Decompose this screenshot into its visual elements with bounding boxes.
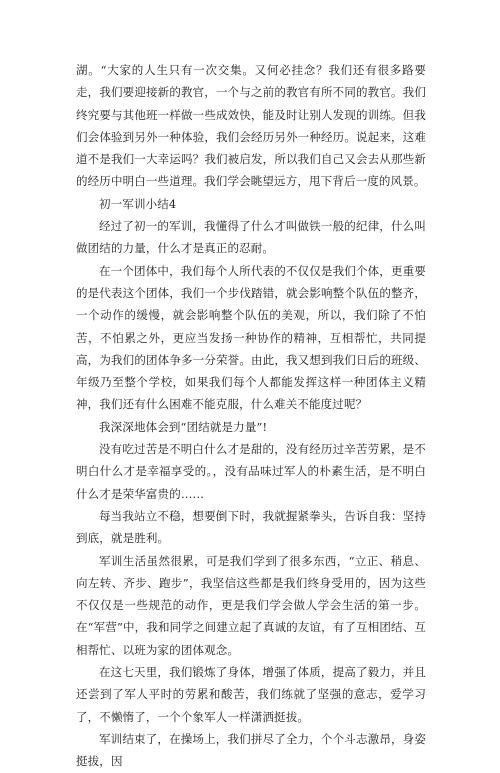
paragraph: 湖。“大家的人生只有一次交集。又何必挂念？我们还有很多路要走，我们要迎接新的教官，一个与之前的教官有所不同的教官。我们终究要与其他班一样做一些成效快，能及时让别人发现的训练。但我们会体验到另外一种体验，我们会经历另外一种经历。说起来，这难道不是我们一大幸运吗？我们被启发，所以我们自己又会去从那些新的经历中明白一些道理。我们学会眺望远方，甩下背后一度的风景。 <box>76 63 426 189</box>
paragraph: 军训结束了，在操场上，我们拼尽了全力，个个斗志激昂，身姿挺拔，因 <box>76 731 426 769</box>
section-heading: 初一军训小结4 <box>99 196 177 211</box>
paragraph: 在一个团体中，我们每个人所代表的不仅仅是我们个体，更重要的是代表这个团体，我们一个步伐踏错，就会影响整个队伍的整齐，一个动作的缓慢，就会影响整个队伍的美观，所以，我们除了不怕苦，不怕累之外，更应当发扬一种协作的精神，互相帮忙，共同提高，为我们的团体争多一分荣誉。由此，我又想到我们日后的班级、年级乃至整个学校，如果我们每个人都能发挥这样一种团体主义精神，我们还有什么困难不能克服，什么难关不能度过呢？ <box>76 263 426 412</box>
paragraph: 在这七天里，我们锻炼了身体，增强了体质，提高了毅力，并且还尝到了军人平时的劳累和酸苦，我们练就了坚强的意志，爱学习了，不懒惰了，一个个象军人一样潇洒挺拔。 <box>76 665 426 724</box>
paragraph: 每当我站立不稳，想要倒下时，我就握紧拳头，告诉自我：坚持到底，就是胜利。 <box>76 508 426 546</box>
paragraph: 经过了初一的军训，我懂得了什么才叫做铁一般的纪律，什么叫做团结的力量，什么才是真正的忍耐。 <box>76 219 426 256</box>
document-body <box>76 59 426 773</box>
paragraph: 军训生活虽然很累，可是我们学到了很多东西，“立正、稍息、向左转、齐步、跑步”，我坚信这些都是我们终身受用的，因为这些不仅仅是一些规范的动作，更是我们学会做人学会生活的第一步。在“军营”中，我和同学之间建立起了真诚的友谊，有了互相团结、互相帮忙、以班为家的团体观念。 <box>76 553 426 657</box>
paragraph: 没有吃过苦是不明白什么才是甜的，没有经历过辛苦劳累，是不明白什么才是幸福享受的。，没有品味过军人的朴素生活，是不明白什么才是荣华富贵的…… <box>76 442 426 501</box>
paragraph: 我深深地体会到“团结就是力量”! <box>99 419 268 434</box>
